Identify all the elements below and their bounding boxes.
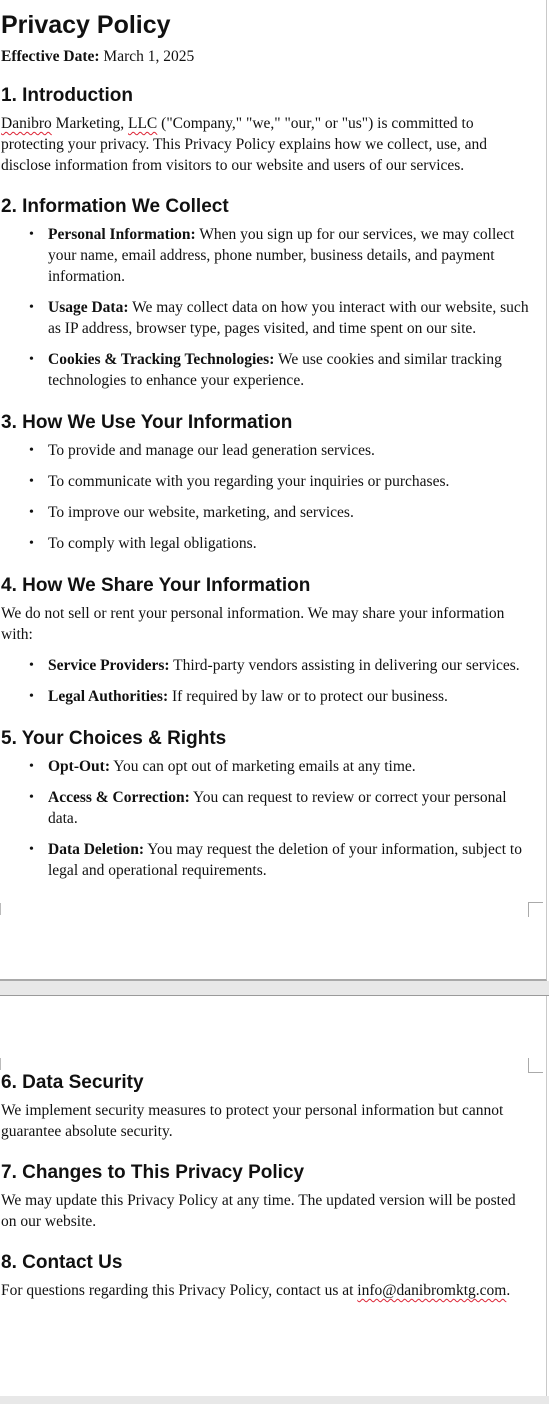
- list-item-label: Data Deletion:: [48, 841, 144, 858]
- margin-corner-mark: [528, 902, 543, 917]
- list-item-label: Usage Data:: [48, 299, 129, 316]
- effective-date: [1, 47, 531, 66]
- contact-paragraph: [1, 1280, 531, 1301]
- list-item: • To provide and manage our lead generation services.: [48, 440, 531, 461]
- data-security-paragraph: We implement security measures to protect your personal information but cannot guarantee absolute security.: [1, 1102, 504, 1140]
- company-name-part: Marketing,: [51, 115, 128, 132]
- list-item-label: Opt-Out:: [48, 758, 110, 775]
- list-item-label: Legal Authorities:: [48, 688, 169, 705]
- list-item-label: Access & Correction:: [48, 789, 190, 806]
- section-heading-how-we-use: 3. How We Use Your Information: [1, 412, 293, 433]
- page-bottom-strip: [0, 1396, 549, 1404]
- share-list: [1, 655, 531, 707]
- list-item-label: Personal Information:: [48, 226, 196, 243]
- list-item: • To comply with legal obligations.: [48, 533, 531, 554]
- introduction-paragraph: [1, 113, 531, 176]
- contact-email-link[interactable]: info@danibromktg.com: [357, 1282, 507, 1299]
- list-item: [48, 224, 531, 287]
- share-intro-paragraph: We do not sell or rent your personal information. We may share your information with:: [1, 605, 505, 643]
- effective-date-value: March 1, 2025: [103, 48, 195, 65]
- page-1-content: [1, 8, 531, 901]
- section-heading-contact-us: 8. Contact Us: [1, 1252, 123, 1273]
- list-item-text: You can opt out of marketing emails at any time.: [110, 758, 416, 775]
- spellcheck-word: Danibro: [1, 115, 52, 132]
- page-break-gap: [0, 981, 549, 996]
- introduction-text: ("Company," "we," "our," or "us") is committed to protecting your privacy. This Privacy Policy explains how we collect, use, and disclose information from visitors to our website and users of our services.: [1, 115, 487, 174]
- list-item-label: Service Providers:: [48, 657, 170, 674]
- collect-list: [1, 224, 531, 391]
- section-heading-data-security: 6. Data Security: [1, 1072, 144, 1093]
- section-heading-how-we-share: 4. How We Share Your Information: [1, 575, 311, 596]
- list-item-label: Cookies & Tracking Technologies:: [48, 351, 275, 368]
- list-item: [48, 787, 531, 829]
- contact-text: For questions regarding this Privacy Policy, contact us at: [1, 1282, 358, 1299]
- section-heading-your-choices: 5. Your Choices & Rights: [1, 728, 227, 749]
- list-item: [48, 756, 531, 777]
- list-item: [48, 297, 531, 339]
- section-heading-introduction: 1. Introduction: [1, 85, 133, 106]
- list-item: • To communicate with you regarding your inquiries or purchases.: [48, 471, 531, 492]
- list-item-text: Third-party vendors assisting in delivering our services.: [169, 657, 520, 674]
- list-item-text: We may collect data on how you interact with our website, such as IP address, browser type, pages visited, and time spent on our site.: [48, 299, 529, 337]
- list-item: [48, 655, 531, 676]
- use-list: [1, 440, 531, 554]
- effective-date-label: Effective Date:: [1, 48, 100, 65]
- changes-paragraph: We may update this Privacy Policy at any time. The updated version will be posted on our website.: [1, 1192, 516, 1230]
- document-title: Privacy Policy: [1, 11, 171, 39]
- list-item-text: When you sign up for our services, we may collect your name, email address, phone number, business details, and payment information.: [48, 226, 515, 285]
- list-item: • To improve our website, marketing, and services.: [48, 502, 531, 523]
- list-item-text: If required by law or to protect our business.: [168, 688, 448, 705]
- list-item-text: We use cookies and similar tracking technologies to enhance your experience.: [48, 351, 502, 389]
- list-item: [48, 686, 531, 707]
- list-item-text: You may request the deletion of your information, subject to legal and operational requirements.: [48, 841, 522, 879]
- margin-mark-left: [0, 903, 1, 915]
- contact-end: .: [506, 1282, 511, 1299]
- section-heading-changes: 7. Changes to This Privacy Policy: [1, 1162, 305, 1183]
- list-item-text: You can request to review or correct your personal data.: [48, 789, 507, 827]
- choices-list: [1, 756, 531, 881]
- section-heading-information-we-collect: 2. Information We Collect: [1, 196, 229, 217]
- spellcheck-word: LLC: [128, 115, 158, 132]
- list-item: [48, 349, 531, 391]
- margin-mark-left: [0, 1058, 1, 1070]
- page-2-content: [1, 1071, 531, 1320]
- list-item: [48, 839, 531, 881]
